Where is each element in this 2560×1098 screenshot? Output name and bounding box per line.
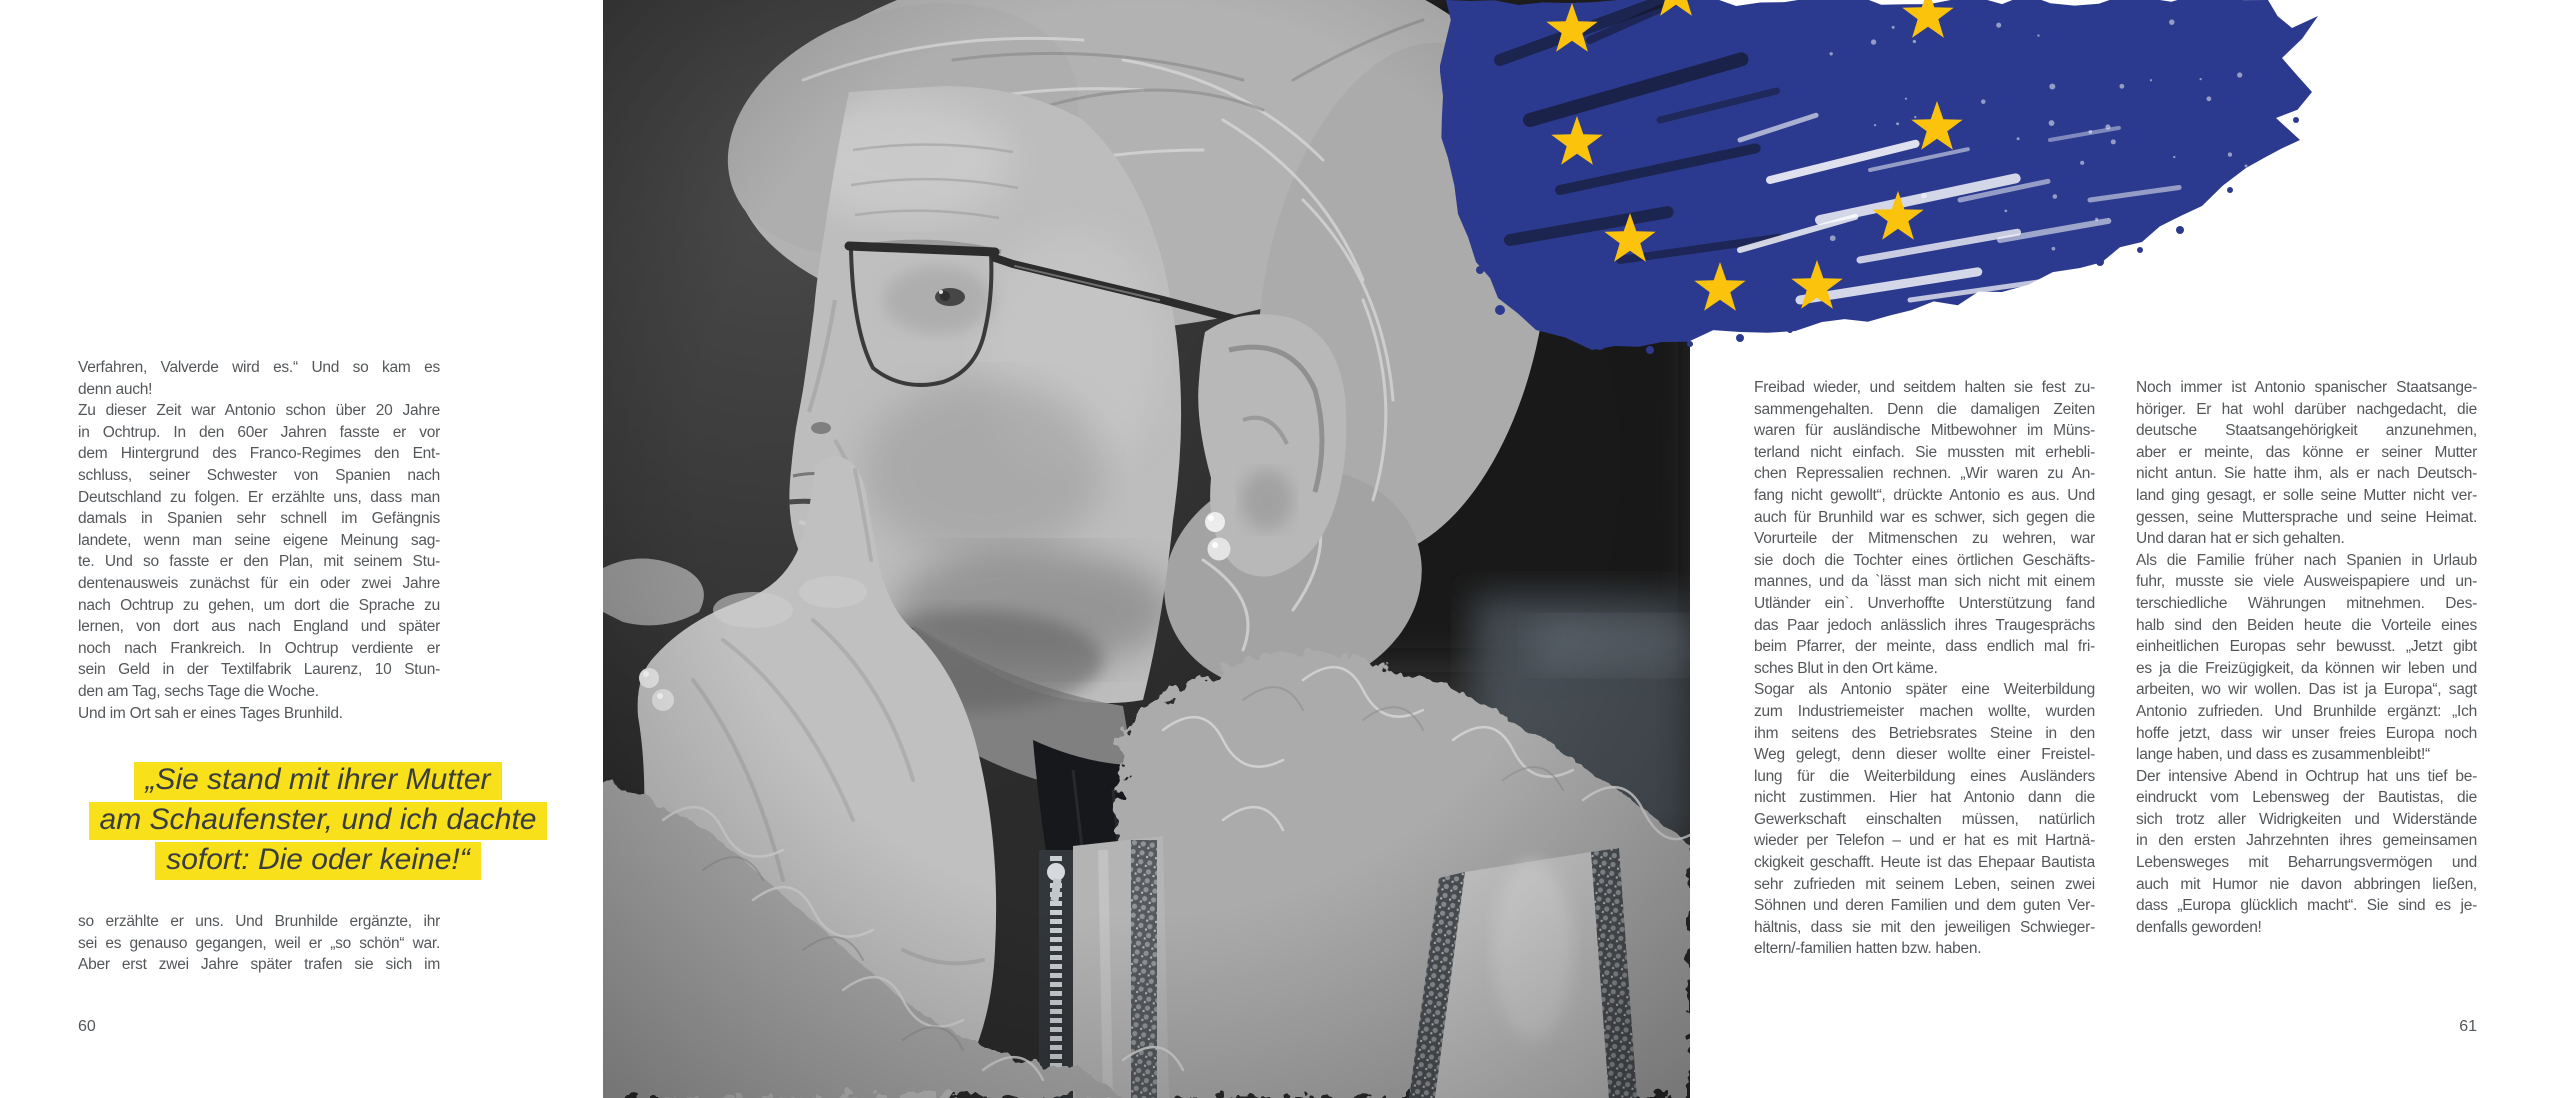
eu-flag-graphic (1440, 0, 2320, 356)
left-page-after-quote (78, 911, 440, 976)
text-line: nicht zustimmen. Hier hat Antonio dann die (1754, 789, 2095, 807)
text-line: gessen, seine Muttersprache und seine Heimat. (2136, 508, 2477, 526)
text-line: auch für Brunhild war es schwer, sich gegen die (1754, 508, 2095, 526)
text-line: Vorurteile der Mitmenschen zu wehren, war (1754, 530, 2095, 548)
text-line: Antonio zufrieden. Und Brunhilde ergänzt: „Ich (2136, 702, 2477, 720)
text-line: lernen, von dort aus nach England und später (78, 618, 440, 636)
text-line: Weg gelegt, denn dieser wollte einer Freistel- (1754, 746, 2095, 764)
quote-line: „Sie stand mit ihrer Mutter (134, 762, 501, 800)
text-line: so erzählte er uns. Und Brunhilde ergänzte, ihr (78, 913, 440, 930)
text-line: das Paar jedoch anlässlich ihres Traugesprächs (1754, 616, 2095, 634)
text-line: Noch immer ist Antonio spanischer Staatsange- (2136, 379, 2477, 396)
text-line: Lebensweges mit Beharrungsvermögen und (2136, 854, 2477, 872)
quote-line: sofort: Die oder keine!“ (155, 842, 480, 880)
text-line: fuhr, musste sie viele Ausweispapiere und un- (2136, 573, 2477, 591)
text-line: Deutschland zu folgen. Er erzählte uns, dass man (78, 488, 440, 506)
text-line: Freibad wieder, und seitdem halten sie fest zu- (1754, 379, 2095, 396)
text-line: einheitlichen Europas sehr bewusst. „Jetzt gibt (2136, 638, 2477, 656)
text-line: halb sind den Beiden heute die Vorteile eines (2136, 616, 2477, 634)
right-page-column-2 (2136, 377, 2477, 938)
text-line: sches Blut in den Ort käme. (1754, 659, 1938, 677)
text-line: waren für ausländische Mitbewohner im Müns- (1754, 422, 2095, 440)
text-line: eltern/-familien hatten bzw. haben. (1754, 940, 1982, 958)
quote-line: am Schaufenster, und ich dachte (89, 802, 548, 840)
text-line: in Ochtrup. In den 60er Jahren fasste er vor (78, 423, 440, 441)
text-line: Gewerkschaft einschalten müssen, natürlich (1754, 810, 2095, 828)
text-line: damals in Spanien sehr schnell im Gefängnis (78, 510, 440, 528)
pull-quote (68, 760, 568, 880)
text-line: Und daran hat er sich gehalten. (2136, 530, 2345, 548)
text-line: chen Repressalien rechnen. „Wir waren zu An- (1754, 465, 2095, 483)
text-line: lung für die Weiterbildung eines Ausländers (1754, 767, 2095, 785)
text-line: deutsche Staatsangehörigkeit anzunehmen, (2136, 422, 2477, 440)
text-line: beim Pfarrer, der meinte, dass endlich mal fri- (1754, 638, 2095, 656)
text-line: hoffe jetzt, dass wir unser freies Europa noch (2136, 724, 2477, 742)
text-line: den am Tag, sechs Tage die Woche. (78, 682, 319, 700)
text-line: Söhnen und deren Familien und dem guten Ver- (1754, 897, 2095, 915)
text-line: lange haben, und dass es zusammenbleibt!“ (2136, 746, 2430, 764)
page-number-left: 60 (78, 1018, 96, 1035)
text-line: zum Industriemeister machen wollte, wurden (1754, 702, 2095, 720)
text-line: Verfahren, Valverde wird es.“ Und so kam es (78, 359, 440, 376)
text-line: schluss, seiner Schwester von Spanien nach (78, 466, 440, 484)
text-line: Aber erst zwei Jahre später trafen sie sich im (78, 956, 440, 974)
text-line: wieder per Telefon – und er hat es mit Hartnä- (1754, 832, 2095, 850)
text-line: Und im Ort sah er eines Tages Brunhild. (78, 704, 343, 722)
left-page-column (78, 357, 440, 724)
text-line: dem Hintergrund des Franco-Regimes den Ent- (78, 445, 440, 463)
text-line: mannes, und da `lässt man sich nicht mit einem (1754, 573, 2095, 591)
text-line: te. Und so fasste er den Plan, mit seinem Stu- (78, 553, 440, 571)
text-line: Sogar als Antonio später eine Weiterbildung (1754, 681, 2095, 699)
text-line: denn auch! (78, 380, 153, 398)
text-line: Als die Familie früher nach Spanien in Urlaub (2136, 551, 2477, 569)
text-line: Zu dieser Zeit war Antonio schon über 20 Jahre (78, 402, 440, 420)
text-line: sehr zufrieden mit seinem Leben, seinen zwei (1754, 875, 2095, 893)
text-line: nicht antun. Sie hatte ihm, als er nach Deutsch- (2136, 465, 2477, 483)
text-line: fang nicht gewollt“, drückte Antonio es aus. Und (1754, 486, 2095, 504)
text-line: dass „Europa glücklich macht“. Sie sind es je- (2136, 897, 2477, 915)
text-line: sein Geld in der Textilfabrik Laurenz, 10 Stun- (78, 661, 440, 679)
text-line: sie doch die Tochter eines örtlichen Geschäfts- (1754, 551, 2095, 569)
text-line: aber er meinte, das könne er seiner Mutter (2136, 443, 2477, 461)
right-page-column-1 (1754, 377, 2095, 960)
text-line: ckigkeit geschafft. Heute ist das Ehepaar Bautista (1754, 854, 2095, 872)
text-line: Utländer ein`. Unverhoffte Unterstützung fand (1754, 594, 2095, 612)
text-line: hältnis, dass sie mit den jeweiligen Schwieger- (1754, 918, 2095, 936)
text-line: sammengehalten. Denn die damaligen Zeiten (1754, 400, 2095, 418)
text-line: es ja die Freizügigkeit, da können wir leben und (2136, 659, 2477, 677)
text-line: landete, wenn man seine eigene Meinung sag- (78, 531, 440, 549)
text-line: arbeiten, wo wir wollen. Das ist ja Europa“, sagt (2136, 681, 2477, 699)
text-line: dentenausweis zunächst für ein oder zwei Jahre (78, 574, 440, 592)
text-line: auch mit Humor nie davon abbringen ließen, (2136, 875, 2477, 893)
text-line: eindruckt vom Lebensweg der Bautistas, die (2136, 789, 2477, 807)
text-line: sich trotz aller Widrigkeiten und Widerstände (2136, 810, 2477, 828)
text-line: in den ersten Jahrzehnten ihres gemeinsamen (2136, 832, 2477, 850)
text-line: denfalls geworden! (2136, 918, 2262, 936)
text-line: höriger. Er hat wohl darüber nachgedacht, die (2136, 400, 2477, 418)
text-line: nach Ochtrup zu gehen, um dort die Sprache zu (78, 596, 440, 614)
page-number-right: 61 (2459, 1018, 2477, 1035)
text-line: terschiedliche Währungen mitnehmen. Des- (2136, 594, 2477, 612)
text-line: land ging gesagt, er solle seine Mutter nicht ver- (2136, 486, 2477, 504)
text-line: ihm seitens des Betriebsrates Steine in den (1754, 724, 2095, 742)
text-line: sei es genauso gegangen, weil er „so schön“ war. (78, 934, 440, 952)
text-line: Der intensive Abend in Ochtrup hat uns tief be- (2136, 767, 2477, 785)
text-line: terland nicht einfach. Sie mussten mit erhebli- (1754, 443, 2095, 461)
text-line: noch nach Frankreich. In Ochtrup verdiente er (78, 639, 440, 657)
